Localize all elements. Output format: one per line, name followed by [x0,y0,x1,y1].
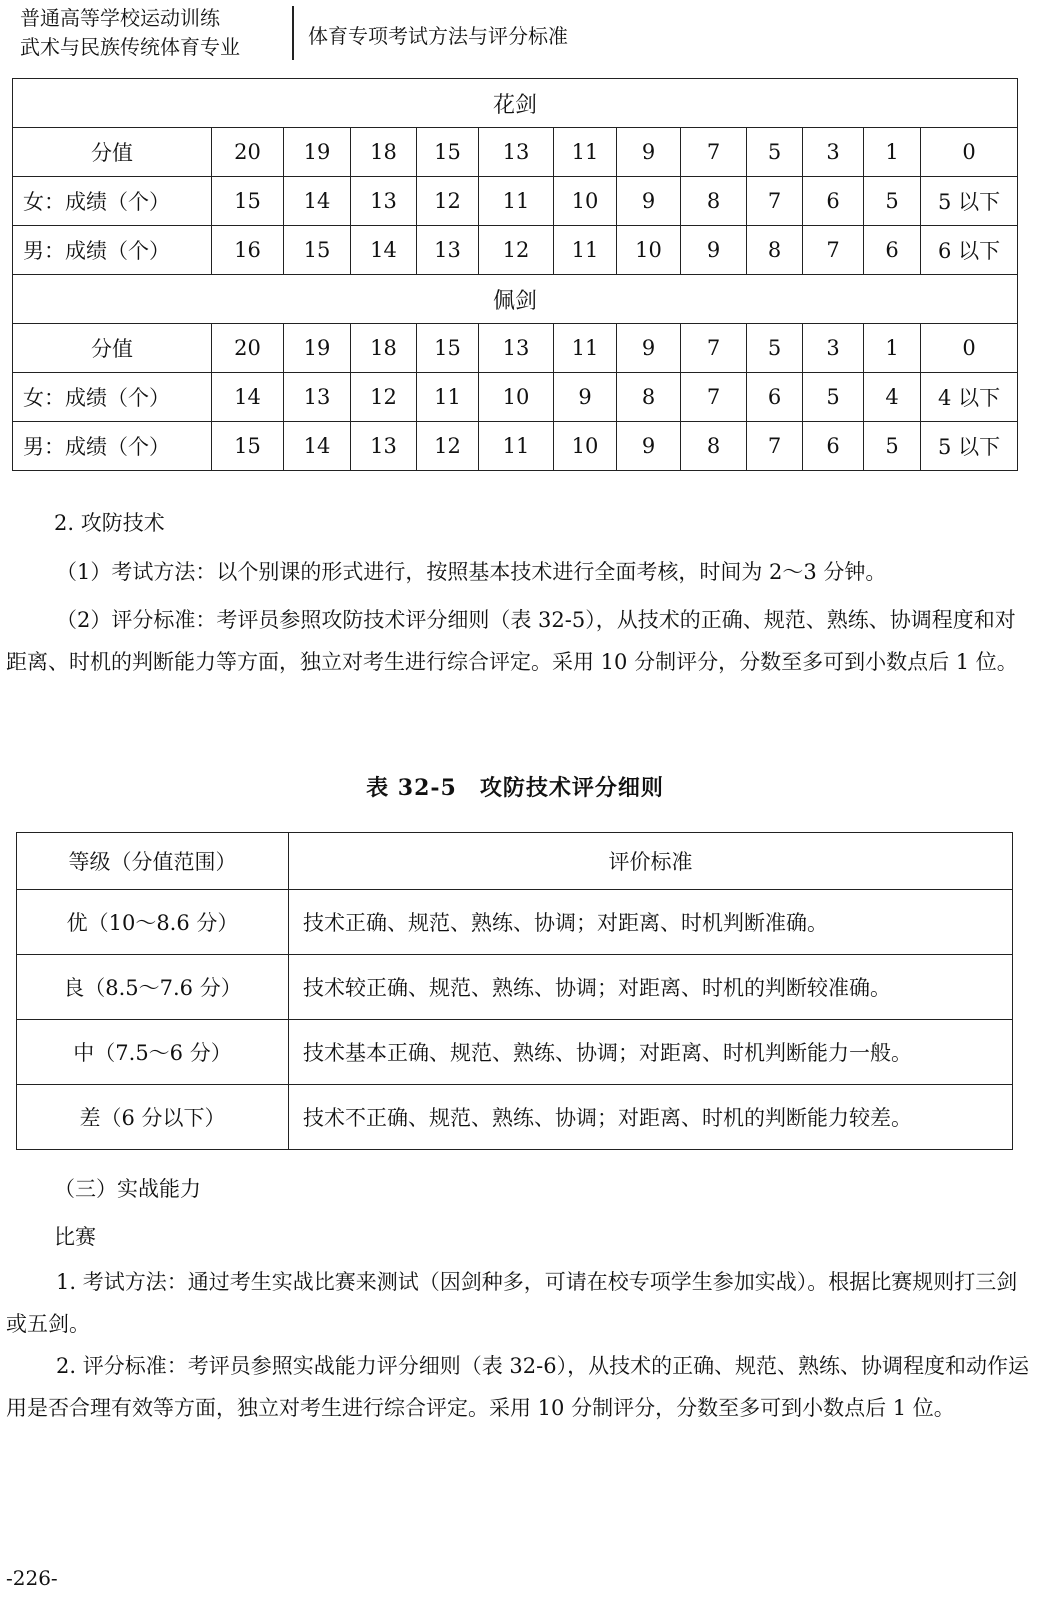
grade-criteria: 技术正确、规范、熟练、协调；对距离、时机判断准确。 [289,890,1013,955]
section2-heading-text: 2. 攻防技术 [54,511,165,535]
table-cell: 11 [479,177,554,226]
score-section-title: 佩剑 [13,275,1018,324]
table-cell: 12 [417,177,479,226]
score-section-title-row [13,275,1018,324]
table-cell: 13 [479,324,554,373]
table-row [13,373,1018,422]
table-cell: 10 [479,373,554,422]
header-book-title [20,4,275,62]
table-cell: 11 [479,422,554,471]
table-cell: 15 [417,324,479,373]
grade-criteria: 技术较正确、规范、熟练、协调；对距离、时机的判断较准确。 [289,955,1013,1020]
row-label: 女：成绩（个） [13,177,212,226]
table-cell: 18 [351,128,417,177]
table-cell: 13 [351,177,417,226]
table-cell: 9 [617,128,681,177]
table-cell: 11 [554,324,617,373]
section2-criteria: （2）评分标准：考评员参照攻防技术评分细则（表 32-5），从技术的正确、规范、熟练、协调程度和对距离、时机的判断能力等方面，独立对考生进行综合评定。采用 10 分制评分，分数至多可到小数点后 1 位。 [6,608,1018,674]
header-chapter-title: 体育专项考试方法与评分标准 [308,24,568,48]
score-table-body [13,79,1018,471]
table-row [13,324,1018,373]
section3-heading [6,1168,1036,1210]
table-cell: 12 [417,422,479,471]
table-cell: 9 [617,324,681,373]
table-cell: 10 [554,177,617,226]
table-cell: 14 [284,422,351,471]
table-row [13,177,1018,226]
row-label: 男：成绩（个） [13,226,212,275]
table-cell: 14 [284,177,351,226]
table-cell: 15 [417,128,479,177]
table-cell: 7 [681,324,747,373]
table-cell: 7 [681,373,747,422]
table-cell: 4 [864,373,921,422]
table-cell: 15 [284,226,351,275]
grade-table [16,832,1013,1150]
row-label: 女：成绩（个） [13,373,212,422]
table-cell: 8 [681,177,747,226]
header-line-2: 武术与民族传统体育专业 [20,35,240,59]
grade-criteria: 技术不正确、规范、熟练、协调；对距离、时机的判断能力较差。 [289,1085,1013,1150]
table-cell: 12 [351,373,417,422]
grade-level: 优（10～8.6 分） [17,890,289,955]
running-header [20,4,1040,62]
table-cell: 7 [803,226,864,275]
table-cell: 6 [747,373,803,422]
table-cell: 13 [351,422,417,471]
table-cell: 13 [417,226,479,275]
table-cell: 6 [864,226,921,275]
grade-header-criteria: 评价标准 [289,833,1013,890]
table-row [17,1085,1013,1150]
table-row [13,226,1018,275]
section3-sub [6,1216,1036,1258]
grade-level: 良（8.5～7.6 分） [17,955,289,1020]
table-cell: 10 [554,422,617,471]
table-cell: 4 以下 [921,373,1018,422]
grade-header-row [17,833,1013,890]
table-cell: 5 [864,177,921,226]
grade-header-level: 等级（分值范围） [17,833,289,890]
section2-heading [6,502,1036,544]
grade-criteria: 技术基本正确、规范、熟练、协调；对距离、时机判断能力一般。 [289,1020,1013,1085]
score-section-title-row [13,79,1018,128]
table-cell: 6 [803,177,864,226]
table-cell: 19 [284,128,351,177]
table-cell: 12 [479,226,554,275]
section3-method: 1. 考试方法：通过考生实战比赛来测试（因剑种多，可请在校专项学生参加实战）。根据比赛规则打三剑或五剑。 [6,1270,1018,1336]
row-label: 分值 [13,324,212,373]
table-cell: 5 [747,324,803,373]
score-table [12,78,1018,471]
table-cell: 5 以下 [921,177,1018,226]
table-cell: 11 [417,373,479,422]
header-line-1: 普通高等学校运动训练 [20,6,220,30]
row-label: 男：成绩（个） [13,422,212,471]
table-row [17,1020,1013,1085]
section3-sub-text: 比赛 [54,1225,96,1249]
grade-table-body [17,833,1013,1150]
table-cell: 9 [681,226,747,275]
table-cell: 9 [617,422,681,471]
table-cell: 8 [617,373,681,422]
table-cell: 6 以下 [921,226,1018,275]
table-cell: 14 [351,226,417,275]
table-cell: 5 以下 [921,422,1018,471]
table-cell: 11 [554,226,617,275]
table-cell: 18 [351,324,417,373]
table-cell: 14 [212,373,284,422]
table-cell: 16 [212,226,284,275]
table-cell: 20 [212,128,284,177]
table-cell: 1 [864,324,921,373]
table-cell: 0 [921,324,1018,373]
grade-level: 中（7.5～6 分） [17,1020,289,1085]
table-row [13,128,1018,177]
table-cell: 5 [747,128,803,177]
table-cell: 8 [747,226,803,275]
row-label: 分值 [13,128,212,177]
table-cell: 9 [617,177,681,226]
table-cell: 3 [803,128,864,177]
table-cell: 7 [681,128,747,177]
table-cell: 5 [803,373,864,422]
table-cell: 7 [747,422,803,471]
table-row [13,422,1018,471]
table-row [17,955,1013,1020]
score-section-title: 花剑 [13,79,1018,128]
table-cell: 8 [681,422,747,471]
table-cell: 6 [803,422,864,471]
table-cell: 3 [803,324,864,373]
section3-criteria: 2. 评分标准：考评员参照实战能力评分细则（表 32-6），从技术的正确、规范、熟练、协调程度和动作运用是否合理有效等方面，独立对考生进行综合评定。采用 10 分制评分，分数至多可到小数点后 1 位。 [6,1354,1030,1420]
table-cell: 9 [554,373,617,422]
table-cell: 19 [284,324,351,373]
table-cell: 20 [212,324,284,373]
table-cell: 13 [284,373,351,422]
table-cell: 15 [212,177,284,226]
table-cell: 13 [479,128,554,177]
table-cell: 7 [747,177,803,226]
page-number: -226- [6,1566,58,1590]
section2-method: （1）考试方法：以个别课的形式进行，按照基本技术进行全面考核，时间为 2～3 分钟。 [56,560,887,584]
table-cell: 10 [617,226,681,275]
section3-heading-text: （三）实战能力 [54,1177,201,1201]
table-cell: 15 [212,422,284,471]
table-cell: 1 [864,128,921,177]
header-divider [292,6,294,60]
table-cell: 5 [864,422,921,471]
table-cell: 0 [921,128,1018,177]
table-cell: 11 [554,128,617,177]
grade-level: 差（6 分以下） [17,1085,289,1150]
table-row [17,890,1013,955]
table-caption: 表 32-5 攻防技术评分细则 [366,775,664,801]
